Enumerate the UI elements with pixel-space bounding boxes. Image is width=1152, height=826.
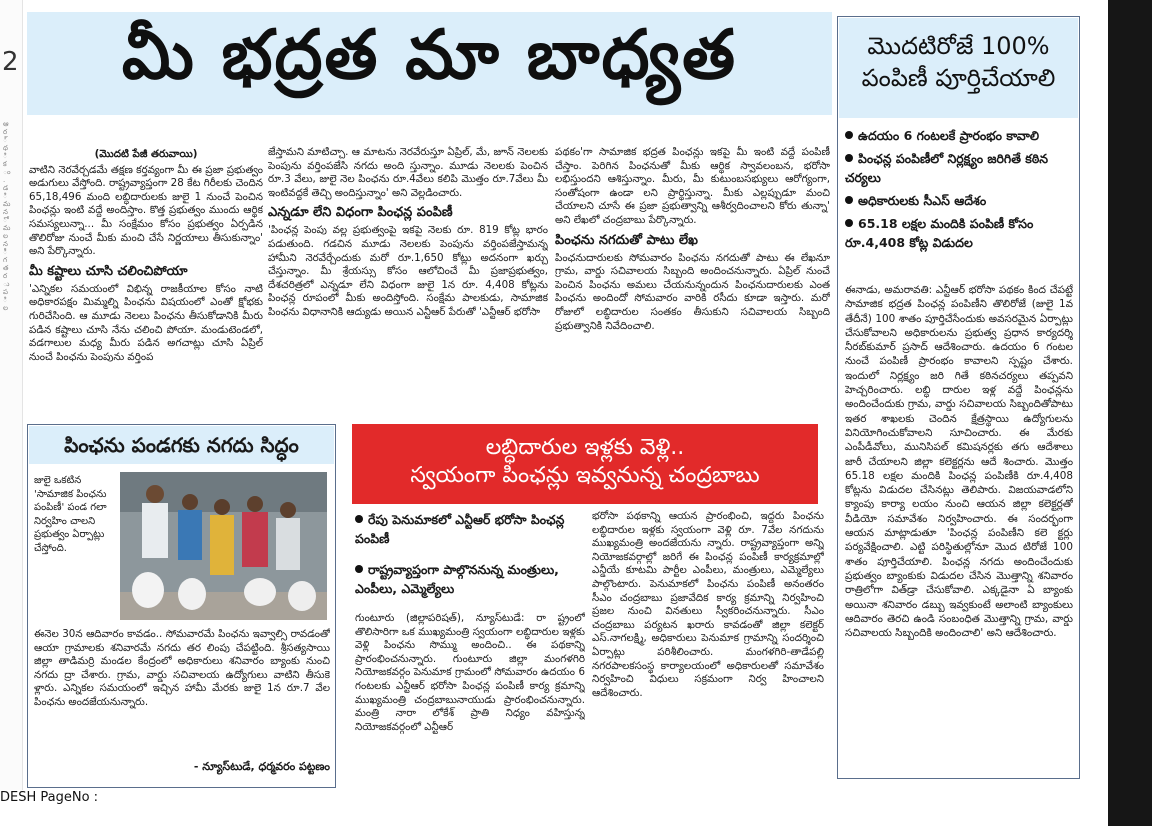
bullet-dot-icon [845, 219, 853, 227]
main-article-subhead-1: మీ కష్టాలు చూసి చలించిపోయా [29, 263, 188, 279]
pension-photo-illustration [120, 472, 327, 620]
cm-bullet: రాష్ట్రవ్యాప్తంగా పాల్గొననున్న మంత్రులు, ఎంపీలు, ఎమ్మెల్యేలు [355, 562, 559, 596]
cm-bullet: రేపు పెనుమాకలో ఎన్టీఆర్ భరోసా పింఛన్ల పంపిణీ [355, 512, 565, 546]
side-bullet: ఉదయం 6 గంటలకే ప్రారంభం కావాలి [845, 126, 1073, 145]
main-article-col-2 [268, 146, 548, 414]
pension-story-title: పింఛను పండగకు నగదు సిద్ధం [64, 433, 299, 457]
cm-story-headline-box [352, 424, 818, 504]
main-article-col1-para2: 'ఎన్నికల సమయంలో విభిన్న రాజకీయాల కోసం నాటి అధికారపక్షం మిమ్మల్ని పింఛను విషయంలో ఎంతో క్షోభకు గురిచేసింది. ఆ మూడు నెలలు పింఛను తీసుకోడానికి మీరు పడిన కష్టాలు చూసి నేను చలించి పోయా. మండుటెండలో, వడగాలుల మధ్య మీరు పడిన అగచాట్లు చూసి ఏప్రిల్ నుంచే పింఛను పెంపును వర్తింప [29, 282, 263, 363]
main-article-col3-para2: పింఛనుదారులకు సోమవారం పింఛను నగదుతో పాటు ఈ లేఖనూ గ్రామ, వార్డు సచివాలయ సిబ్బంది అందించనున్నారు. ఏప్రిల్ నుంచే పెంచిన పింఛను అమలు చేయనున్నందున పింఛనుదారులకు ఎంత పింఛను అందిందో సోమవారం వారికి రసీదు కూడా ఇస్తారు. మరో రోజులో లబ్ధిదారుల సంతకం తీసుకుని సచివాలయ సిబ్బంది ప్రభుత్వానికి నివేదించాలి. [555, 251, 830, 332]
cm-story-headline-line-1: లబ్ధిదారుల ఇళ్లకు వెళ్లి.. [485, 435, 685, 460]
main-article-subhead-2: ఎన్నడూ లేని విధంగా పింఛన్ల పంపిణీ [268, 205, 453, 221]
page-headline: మీ భద్రత మా బాధ్యత [27, 12, 832, 115]
side-story-body: ఈనాడు, అమరావతి: ఎన్టీఆర్ భరోసా పథకం కింద చేపట్టే సామాజిక భద్రత పింఛన్ల పంపిణీని తొలిరోజే (జులై 1వ తేదీనే) 100 శాతం పూర్తిచేసేందుకు అవసరమైన ఏర్పాట్లు చేసుకోవాలని అధికారులను ప్రభుత్వ ప్రధాన కార్యదర్శి నీరబ్‌కుమార్ ప్రసాద్ ఆదేశించారు. ఉదయం 6 గంటల నుంచే పంపిణీ ప్రారంభం కావాలని స్పష్టం చేశారు. ఇందులో నిర్లక్ష్యం జరి గితే కఠినచర్యలు తప్పవని హెచ్చరించారు. లబ్ధి దారుల ఇళ్ల వద్దే పింఛన్లను అందించేందుకు గ్రామ, వార్డు సచివాలయ సిబ్బందితోపాటు ఇతర శాఖలకు చెందిన క్షేత్రస్థాయి ఉద్యోగులను వినియోగించుకోవాలని సూచించారు. ఈ మేరకు ఎంపీడీవోలు, మునిసిపల్ కమిషనర్లకు తగు ఆదేశాలు జారీ చేయాలని జిల్లా కలెక్టర్లను ఆదే శించారు. మొత్తం 65.18 లక్షల మందికి పింఛన్ల పంపిణీకి రూ.4,408 కోట్లను విడుదల చేసినట్లు తెలిపారు. విజయవాడలోని క్యాంపు కార్యా లయం నుంచి ఆయన జిల్లా కలెక్టర్లతో వీడియో సమావేశం నిర్వహించారు. ఈ సందర్భంగా ఆయన మాట్లాడుతూ 'పింఛన్ల పంపిణీని కలె క్టర్లు పర్యవేక్షించాలి. ఎట్టి పరిస్థితుల్లోనూ మొద టిరోజే 100 శాతం పూర్తిచేయాలి. పింఛన్ల నగదు అందించేందుకు ప్రభుత్వం బ్యాంకుకు విడుదల చేసిన మొత్తాన్ని శనివారం రాత్రిలోగా విత్‌డ్రా చేసుకోవాలి. ఎక్కడైనా ఏ బ్యాంకు అయినా శనివారం డబ్బు ఇవ్వకుంటే అలాంటి బ్యాంకులు ఆదివారం తెరచి ఉండి సంబంధిత మొత్తాన్ని గ్రామ, వార్డు సచివాలయ సిబ్బందికి అందించాలి' అని ఆదేశించారు. [845, 284, 1073, 640]
main-article-col1-para1: వాటిని నెరవేర్చడమే తక్షణ కర్తవ్యంగా మీ ఈ ప్రజా ప్రభుత్వం అడుగులు వేస్తోంది. రాష్ట్రవ్యాప్తంగా 28 కేట గిరీలకు చెందిన 65,18,496 మంది లబ్ధిదారులకు జులై 1 నుంచే పెంచిన పింఛన్లు ఇంటి వద్దే అందిస్తాం. కొత్త ప్రభుత్వం ముందు ఆర్థిక సమస్యలున్నా... మీ సంక్షేమం కోసం ప్రభుత్వం ఏర్పడిన తొలిరోజు నుంచే మీకు మంచి చేసే నిర్ణయాలు తీసుకున్నాం' అని పేర్కొన్నారు. [29, 163, 263, 258]
bullet-dot-icon [845, 154, 853, 162]
pension-photo [120, 472, 327, 620]
main-article-col3-para1: పథకం'గా సామాజిక భద్రత పింఛన్లు ఇకపై మీ ఇంటి వద్దే పంపిణీ చేస్తాం. పెరిగిన పింఛనుతో మీకు ఆర్థిక స్వావలంబన, భరోసా లభిస్తుందని ఆశిస్తున్నాం. మీరు, మీ కుటుంబసభ్యులు ఆరోగ్యంగా, సంతోషంగా ఉండా లని ప్రార్థిస్తున్నా. మీకు ఎల్లప్పుడూ మంచి చేయాలని చూసే ఈ ప్రజా ప్రభుత్వాన్ని ఆశీర్వదించాలని కోరు తున్నా' అని లేఖలో చంద్రబాబు పేర్కొన్నారు. [555, 146, 830, 226]
side-story-bullets [845, 126, 1073, 252]
page-number-label: DESH PageNo : [0, 790, 99, 805]
main-article-col-3 [555, 146, 830, 414]
bullet-dot-icon [845, 131, 853, 139]
pension-story-body: ఈనెల 30న ఆదివారం కావడం.. సోమవారమే పింఛను ఇవ్వాల్సి రావడంతో ఆయా గ్రామాలకు శనివారమే నగదు తర లింపు చేపట్టింది. శ్రీసత్యసాయి జిల్లా తాడిమర్రి మండల కేంద్రంలో అధికారులు శనివారం బ్యాంకు నుంచి నగదు ద్రా చేశారు. గ్రామ, వార్డు సచివాలయ ఉద్యోగులు వాటిని తీసుకె ళ్లారు. ఎన్నికల సమయంలో ఇచ్చిన హామీ మేరకు జులై 1న రూ.7 వేల పింఛను అందజేయనున్నారు. [34, 628, 330, 708]
adjacent-page-glyph: 2 [2, 47, 19, 77]
cm-story-bullets [355, 510, 585, 598]
main-article-subhead-3: పింఛను నగదుతో పాటు లేఖ [555, 232, 698, 248]
pension-side-text: జులై ఒకటిన 'సామాజిక పింఛను పంపిణీ' పండ గలా నిర్వహిం చాలని ప్రభుత్వం ఏర్పాట్లు చేస్తోంది. [34, 475, 107, 554]
pension-story-credit: - న్యూస్‌టుడే, ధర్మవరం పట్టణం [193, 760, 330, 773]
side-story-title-line-2: పంపిణీ పూర్తిచేయాలి [861, 64, 1056, 92]
bullet-dot-icon [845, 196, 853, 204]
viewer-dark-margin [1108, 0, 1152, 826]
main-article-col-1 [29, 148, 263, 414]
cm-story-headline-line-2: స్వయంగా పింఛన్లు ఇవ్వనున్న చంద్రబాబు [410, 463, 760, 488]
side-story-title-line-1: మొదటిరోజే 100% [867, 32, 1050, 60]
side-bullet: అధికారులకు సీఎస్ ఆదేశం [845, 191, 1073, 210]
adjacent-page-strip [0, 0, 23, 790]
main-article-col2-para2: 'పింఛన్ల పెంపు వల్ల ప్రభుత్వంపై ఇకపై నెలకు రూ. 819 కోట్ల భారం పడుతుంది. గడచిన మూడు నెలలకు పెంపును వర్తింపజేస్తామన్న హామీని నెరవేర్చేందుకు మరో రూ.1,650 కోట్లు అదనంగా ఖర్చు చేస్తున్నాం. మీ శ్రేయస్సు కోసం ఆలోచించే మీ ప్రజాప్రభుత్వం, దేశచరిత్రలో ఎన్నడూ లేని విధంగా జులై 1న రూ. 4,408 కోట్లను పింఛన్ల రూపంలో మీకు అందిస్తోంది. సంక్షేమ పాలకుడు, సామాజిక పింఛను విధానానికి ఆద్యుడు అయిన ఎన్టీఆర్ పేరుతో 'ఎన్టీఆర్ భరోసా [268, 224, 548, 318]
bullet-dot-icon [355, 565, 363, 573]
cm-story-col-2: భరోసా పథకాన్ని ఆయన ప్రారంభించి, ఇద్దరు పింఛను లబ్ధిదారుల ఇళ్లకు స్వయంగా వెళ్లి రూ. 7వేల నగదును ముఖ్యమంత్రి అందజేయను న్నారు. రాష్ట్రవ్యాప్తంగా అన్ని నియోజకవర్గాల్లో జరిగే ఈ పింఛన్ల పంపిణీ కార్యక్రమాల్లో ఎన్డీయే కూటమి పార్టీల ఎంపీలు, మంత్రులు, ఎమ్మెల్యేలు పాల్గొంటారు. పెనుమాకలో పింఛను పంపిణీ అనంతరం సీఎం చంద్రబాబు ప్రజావేదిక కార్య క్రమాన్ని నిర్వహించి ప్రజల నుంచి వినతులు స్వీకరించనున్నారు. సీఎం చంద్రబాబు పర్యటన ఖరారు కావడంతో జిల్లా కలెక్టర్ ఎస్.నాగలక్ష్మి, అధికారులు పెనుమాక గ్రామాన్ని సందర్శించి ఏర్పాట్లు పరిశీలించారు. మంగళగిరి-తాడేపల్లి నగరపాలకసంస్థ కార్యాలయంలో అధికారులతో సమావేశం నిర్వహించి విధులు సక్రమంగా నిర్వ హించాలని ఆదేశించారు. [592, 510, 824, 699]
side-bullet: పింఛన్ల పంపిణీలో నిర్లక్ష్యం జరిగితే కఠిన చర్యలు [845, 151, 1049, 185]
adjacent-page-text-fragment: ఆ ర ్ థ ి క ం . డ ి మ న ో మ ల న ీ గ త ర ు ప ి ల [3, 120, 11, 312]
continuation-credit: (మొదటి పేజీ తరువాయి) [94, 148, 198, 160]
bullet-dot-icon [355, 515, 363, 523]
main-article-col2-para1: జేస్తామని మాటిచ్చా. ఆ మాటను నెరవేరుస్తూ ఏప్రిల్, మే, జూన్ నెలలకు పెంపును వర్తింపజేసి నగదు అంది స్తున్నాం. మూడు నెలలకు పెంచిన రూ.3 వేలు, జులై నెల పింఛను రూ.4వేలు కలిపి మొత్తం రూ.7వేలు మీ ఇంటివద్దకే తెచ్చి అందిస్తున్నాం' అని వెల్లడించారు. [268, 146, 548, 199]
side-bullet: 65.18 లక్షల మందికి పంపిణీ కోసం రూ.4,408 కోట్ల విడుదల [845, 216, 1034, 250]
cm-story-col-1: గుంటూరు (జిల్లాపరిషత్), న్యూస్‌టుడే: రా ష్ట్రంలో తొలిసారిగా ఒక ముఖ్యమంత్రి స్వయంగా లబ్ధిదారుల ఇళ్లకు వెళ్లి పింఛను సొమ్ము అందించి.. ఈ పథకాన్ని ప్రారంభించనున్నారు. గుంటూరు జిల్లా మంగళగిరి నియోజకవర్గం పెనుమాక గ్రామంలో సోమవారం ఉదయం 6 గంటలకు ఎన్టీఆర్ భరోసా పింఛన్ల పంపిణీ కార్య క్రమాన్ని ముఖ్యమంత్రి చంద్రబాబునాయుడు ప్రారంభించనున్నారు. మంత్రి నారా లోకేశ్ ప్రాతి నిధ్యం వహిస్తున్న నియోజకవర్గంలో ఎన్టీఆర్ [355, 612, 585, 733]
side-story-title-area [839, 18, 1078, 118]
